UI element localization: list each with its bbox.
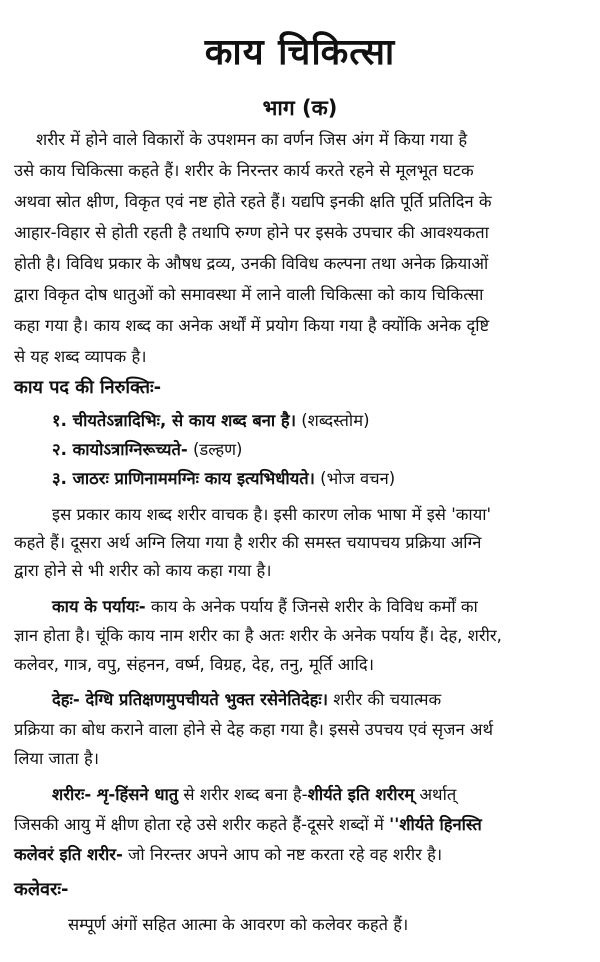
sharir-line — [14, 845, 442, 865]
deha-text: शरीर की चयात्मक — [328, 690, 442, 709]
nirukti-item-text: ३. जाठरः प्राणिनाममग्निः काय इत्यभिधीयते। — [52, 469, 315, 488]
intro-line: आहार-विहार से होती रहती है तथापि रुग्ण होने पर इसके उपचार की आवश्यकता — [14, 223, 489, 242]
nirukti-item — [52, 411, 370, 431]
intro-line: द्वारा विकृत दोष धातुओं को समावस्था में लाने वाली चिकित्सा को काय चिकित्सा — [14, 285, 484, 304]
sharir-text: अर्थात् — [414, 785, 457, 804]
sharir-bold-text: शीर्यते इति शरीरम् — [307, 785, 415, 804]
para2-line: कहते हैं। दूसरा अर्थ अग्नि लिया गया है शरीर की समस्त चयापचय प्रक्रिया अग्नि — [14, 533, 482, 552]
para2-line: द्वारा होने से भी शरीर को काय कहा गया है। — [14, 561, 272, 580]
kalevar-heading: कलेवरः- — [14, 879, 69, 900]
deha-line — [52, 690, 441, 710]
intro-line: उसे काय चिकित्सा कहते हैं। शरीर के निरन्तर कार्य करते रहने से मूलभूत घटक — [14, 161, 474, 180]
sharir-label: शरीरः- — [52, 785, 92, 804]
nirukti-item-text: २. कायोऽत्राग्निरूच्यते- — [52, 440, 188, 459]
nirukti-item-ref: (डल्हण) — [187, 440, 243, 459]
intro-line: अथवा स्रोत क्षीण, विकृत एवं नष्ट होते रहते हैं। यद्यपि इनकी क्षति पूर्ति प्रतिदिन के — [14, 192, 492, 211]
deha-label: देहः- — [52, 690, 80, 709]
intro-line: कहा गया है। काय शब्द का अनेक अर्थों में प्रयोग किया गया है क्योंकि अनेक दृष्टि — [14, 316, 490, 335]
sharir-bold-text: ''शीर्यते हिनस्ति — [389, 815, 482, 834]
nirukti-item — [52, 440, 242, 460]
nirukti-item-ref: (भोज वचन) — [314, 469, 396, 488]
nirukti-item-text: १. चीयतेऽन्नादिभिः, से काय शब्द बना है। — [52, 411, 296, 430]
nirukti-item — [52, 469, 395, 489]
paryay-text: काय के अनेक पर्याय हैं जिनसे शरीर के विविध कर्मों का — [145, 597, 478, 616]
section-subtitle: भाग (क) — [262, 96, 338, 120]
intro-line: शरीर में होने वाले विकारों के उपशमन का वर्णन जिस अंग में किया गया है — [36, 130, 468, 149]
deha-line: प्रक्रिया का बोध कराने वाला होने से देह कहा गया है। इससे उपचय एवं सृजन अर्थ — [14, 720, 493, 739]
sharir-text: जिसकी आयु में क्षीण होता रहे उसे शरीर कहते हैं-दूसरे शब्दों में — [14, 815, 390, 834]
sharir-bold-text: शृ-हिंसने धातु — [91, 785, 179, 804]
paryay-label: काय के पर्यायः- — [52, 597, 146, 616]
kalevar-line: सम्पूर्ण अंगों सहित आत्मा के आवरण को कलेवर कहते हैं। — [68, 915, 409, 934]
sharir-text: से शरीर शब्द बना है- — [178, 785, 308, 804]
intro-line: से यह शब्द व्यापक है। — [14, 347, 147, 366]
paryay-line: कलेवर, गात्र, वपु, संहनन, वर्ष्म, विग्रह, देह, तनु, मूर्ति आदि। — [14, 655, 374, 674]
intro-line: होती है। विविध प्रकार के औषध द्रव्य, उनकी विविध कल्पना तथा अनेक क्रियाओं — [14, 254, 489, 273]
page-title: काय चिकित्सा — [204, 32, 396, 73]
sharir-bold-text: कलेवरं इति शरीर- — [14, 845, 123, 864]
paryay-line: ज्ञान होता है। चूंकि काय नाम शरीर का है अतः शरीर के अनेक पर्याय हैं। देह, शरीर, — [14, 626, 502, 645]
sharir-text: जो निरन्तर अपने आप को नष्ट करता रहे वह शरीर है। — [122, 845, 443, 864]
nirukti-heading: काय पद की निरुक्तिः- — [14, 377, 162, 398]
nirukti-item-ref: (शब्दस्तोम) — [295, 411, 370, 430]
sharir-line — [52, 785, 456, 805]
deha-line: लिया जाता है। — [14, 749, 100, 768]
deha-bold-text: देग्धि प्रतिक्षणमुपचीयते भुक्त रसेनेतिदेहः। — [79, 690, 329, 709]
paryay-line — [52, 597, 478, 617]
para2-line: इस प्रकार काय शब्द शरीर वाचक है। इसी कारण लोक भाषा में इसे 'काया' — [52, 505, 492, 524]
sharir-line — [14, 815, 482, 835]
